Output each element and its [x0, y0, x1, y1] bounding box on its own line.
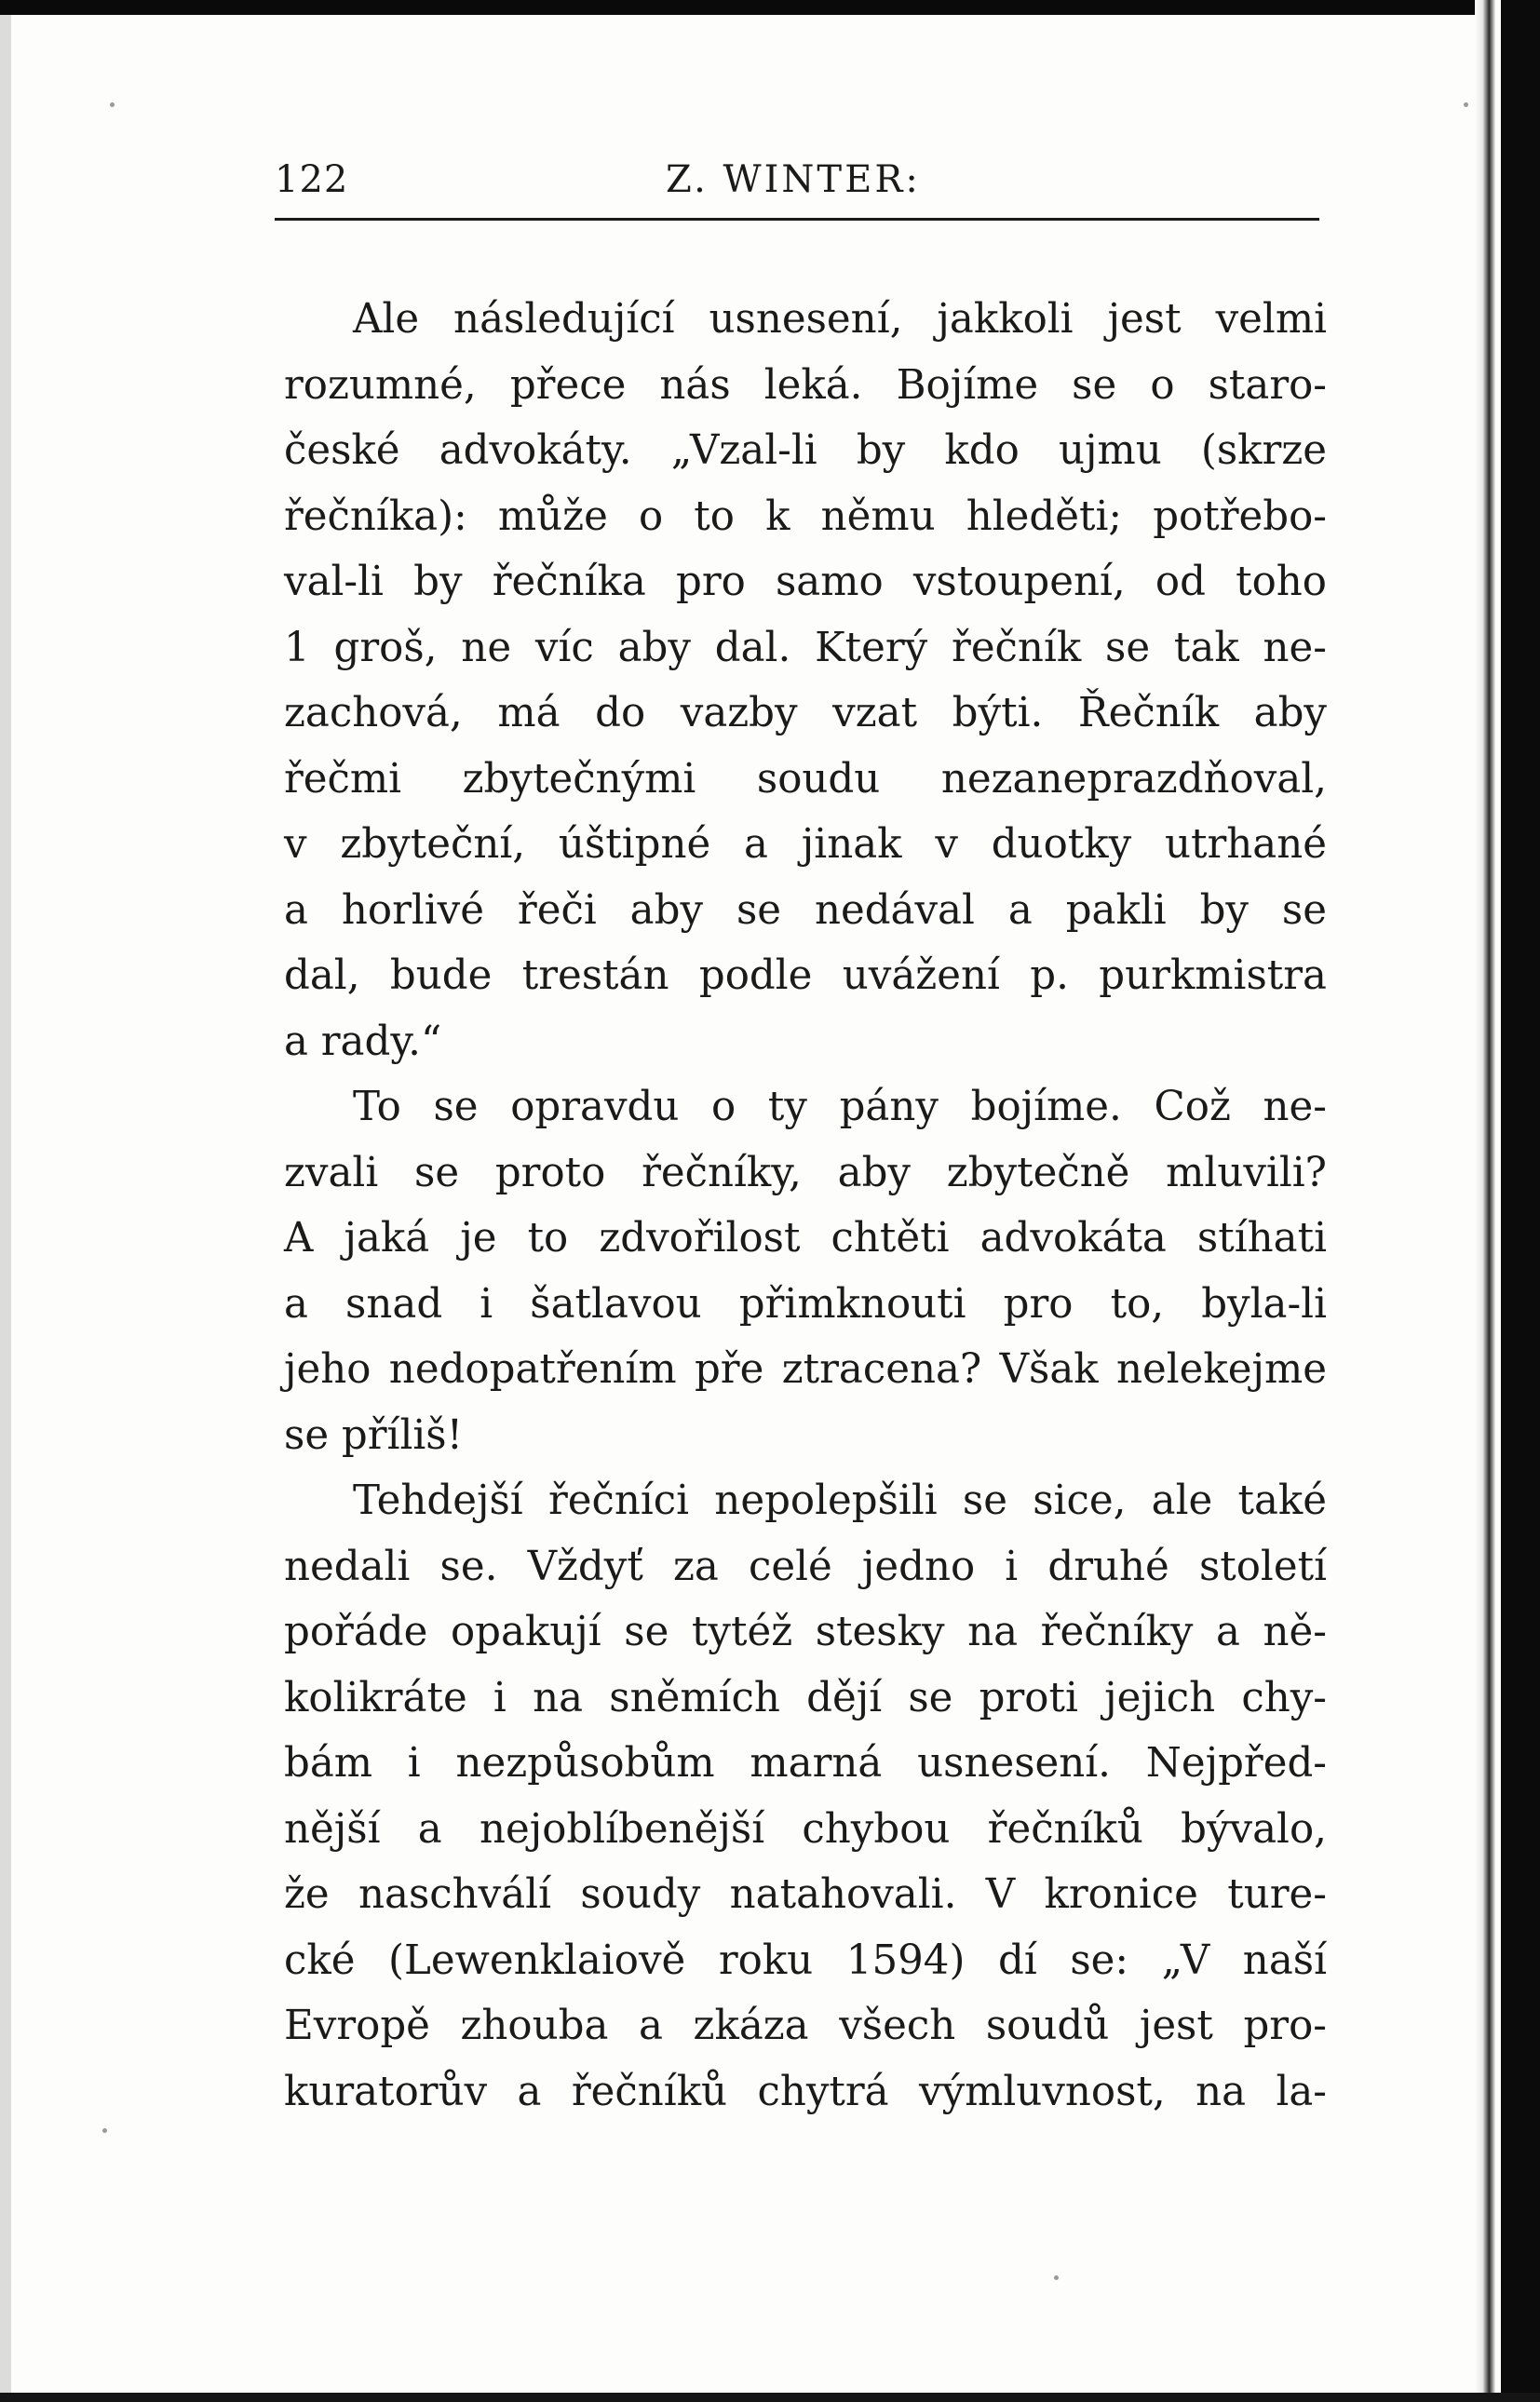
text-line: se příliš!	[284, 1411, 464, 1459]
text-line: To se opravdu o ty pány bojíme. Což ne-	[353, 1084, 1327, 1130]
text-line: zvali se proto řečníky, aby zbytečně mluvili?	[284, 1149, 1327, 1196]
scan-right-border	[1501, 0, 1540, 2402]
book-page	[275, 149, 1327, 2115]
text-line: Ale následující usnesení, jakkoli jest velmi	[353, 296, 1327, 343]
scan-speck	[1054, 2275, 1059, 2280]
text-line: nější a nejoblíbenější chybou řečníků bývalo,	[284, 1805, 1327, 1853]
header-rule	[275, 218, 1319, 221]
paragraph-2	[284, 1074, 1327, 1468]
text-line: zachová, má do vazby vzat býti. Řečník aby	[284, 690, 1327, 736]
text-line: že naschválí soudy natahovali. V kronice ture-	[284, 1871, 1327, 1918]
paragraph-1	[284, 287, 1327, 1074]
text-line: rozumné, přece nás leká. Bojíme se o staro-	[284, 361, 1327, 409]
text-line: nedali se. Vždyť za celé jedno i druhé století	[284, 1543, 1327, 1590]
running-head	[275, 149, 1327, 209]
text-line: jeho nedopatřením pře ztracena? Však nelekejme	[284, 1346, 1327, 1393]
text-line: 1 groš, ne víc aby dal. Který řečník se tak ne-	[284, 624, 1327, 671]
text-line: bám i nezpůsobům marná usnesení. Nejpřed-	[284, 1740, 1327, 1787]
text-line: dal, bude trestán podle uvážení p. purkmistra	[284, 952, 1327, 999]
scan-right-gutter	[1475, 0, 1501, 2402]
paragraph-3	[284, 1468, 1327, 2125]
text-line: a rady.“	[284, 1018, 442, 1065]
text-line: kolikráte i na sněmích dějí se proti jejich chy-	[284, 1674, 1327, 1721]
scan-top-border	[0, 0, 1540, 15]
text-line: české advokáty. „Vzal-li by kdo ujmu (skrze	[284, 427, 1327, 474]
text-line: Tehdejší řečníci nepolepšili se sice, ale také	[353, 1478, 1327, 1524]
scan-speck	[1464, 102, 1468, 107]
text-line: v zbyteční, úštipné a jinak v duotky utrhané	[284, 821, 1327, 868]
text-line: pořáde opakují se tytéž stesky na řečníky a ně-	[284, 1609, 1327, 1655]
text-line: val-li by řečníka pro samo vstoupení, od toho	[284, 559, 1327, 605]
text-line: kuratorův a řečníků chytrá výmluvnost, na la-	[284, 2068, 1327, 2115]
text-line: a snad i šatlavou přimknouti pro to, byla-li	[284, 1280, 1327, 1328]
scan-speck	[110, 102, 115, 107]
text-line: řečmi zbytečnými soudu nezaneprazdňoval,	[284, 755, 1327, 803]
text-line: Evropě zhouba a zkáza všech soudů jest pro-	[284, 2003, 1327, 2049]
text-line: řečníka): může o to k němu hleděti; potřebo-	[284, 493, 1327, 540]
body-text	[284, 287, 1327, 2125]
scan-bottom-border	[0, 2393, 1540, 2402]
scan-speck	[102, 2128, 107, 2133]
text-line: cké (Lewenklaiově roku 1594) dí se: „V naší	[284, 1936, 1327, 1984]
text-line: a horlivé řeči aby se nedával a pakli by se	[284, 886, 1327, 934]
page-number: 122	[275, 158, 349, 201]
scan-left-margin-shadow	[0, 0, 11, 2402]
running-head-title: Z. WINTER:	[666, 158, 921, 201]
text-line: A jaká je to zdvořilost chtěti advokáta stíhati	[284, 1215, 1327, 1262]
